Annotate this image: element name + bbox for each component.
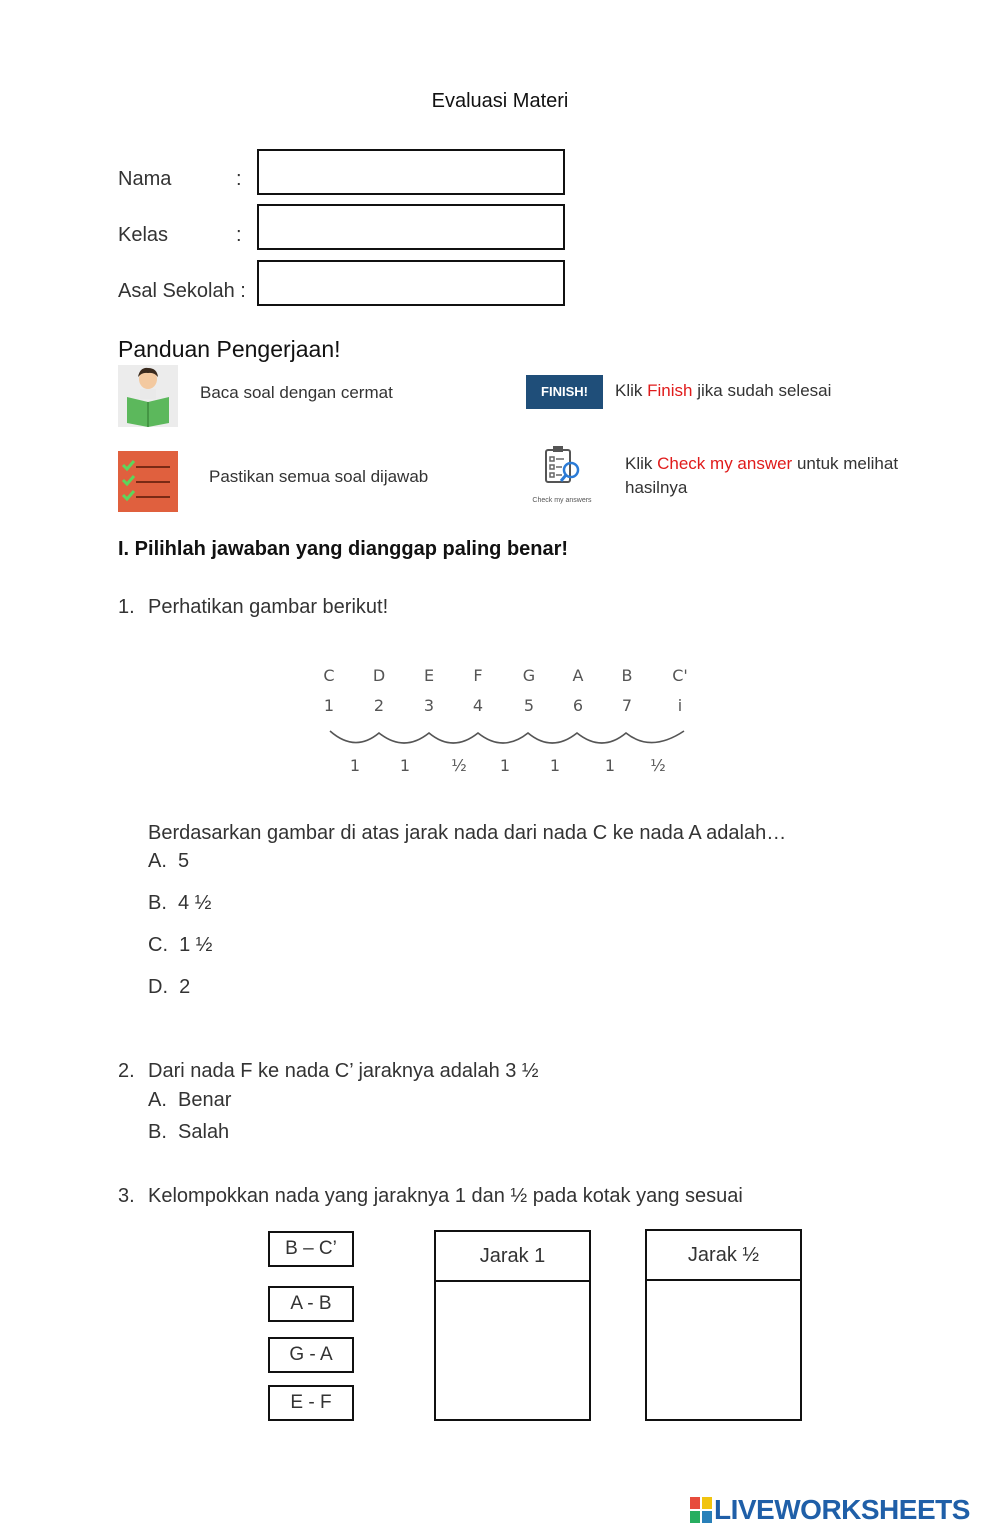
drop-zone-jarak-half-header: Jarak ½ [647,1231,800,1281]
name-field-box[interactable] [257,149,565,195]
diagram-number-0: 1 [323,696,335,715]
diagram-note-2: E [423,666,435,685]
q2-option-b-letter: B. [148,1121,167,1143]
finish-word: Finish [647,381,693,400]
class-field-box[interactable] [257,204,565,250]
diagram-interval-4: 1 [549,756,561,775]
diagram-note-4: G [522,666,536,685]
school-input[interactable] [259,262,563,304]
diagram-number-2: 3 [423,696,435,715]
q1-option-d-letter: D. [148,976,168,998]
drag-item-e-f[interactable]: E - F [268,1385,354,1421]
q2-option-a-text: Benar [178,1089,232,1111]
name-label: Nama [118,168,172,190]
check-pre: Klik [625,454,658,473]
finish-pre: Klik [615,381,648,400]
diagram-number-5: 6 [572,696,584,715]
q1-question: Berdasarkan gambar di atas jarak nada dari nada C ke nada A adalah… [148,822,787,844]
q2-option-a-letter: A. [148,1089,167,1111]
school-label: Asal Sekolah : [118,280,246,302]
guide-check-text [625,452,925,500]
guide-answer-all-text: Pastikan semua soal dijawab [209,467,429,486]
scale-interval-diagram [300,655,720,785]
check-answers-icon [528,444,596,504]
q1-option-b-text: 4 ½ [178,892,212,914]
q3-prompt: Kelompokkan nada yang jaraknya 1 dan ½ pada kotak yang sesuai [148,1185,743,1207]
drop-zone-jarak-half[interactable] [645,1229,802,1421]
drop-zone-jarak-1[interactable] [434,1230,591,1421]
liveworksheets-logo-icon [690,1497,712,1523]
diagram-number-6: 7 [621,696,633,715]
diagram-number-1: 2 [373,696,385,715]
check-line2: hasilnya [625,478,688,497]
diagram-interval-2: ½ [451,756,467,775]
q2-option-a[interactable] [148,1089,231,1112]
q1-prompt: Perhatikan gambar berikut! [148,596,389,618]
school-field-box[interactable] [257,260,565,306]
finish-post: jika sudah selesai [692,381,832,400]
check-post: untuk melihat [792,454,899,473]
class-colon: : [236,224,242,246]
q1-option-d-text: 2 [179,976,191,998]
diagram-note-0: C [323,666,335,685]
class-label: Kelas [118,224,169,246]
q1-option-c[interactable] [148,934,212,957]
interval-arcs [330,731,684,743]
q2-option-b-text: Salah [178,1121,230,1143]
drag-item-g-a[interactable]: G - A [268,1337,354,1373]
liveworksheets-logo-text: LIVEWORKSHEETS [714,1494,970,1525]
q1-option-b-letter: B. [148,892,167,914]
diagram-note-7: C' [672,666,688,685]
guide-read-text: Baca soal dengan cermat [200,383,393,402]
page-title: Evaluasi Materi [431,90,569,112]
finish-badge-icon: FINISH! [526,375,603,409]
q2-number: 2. [118,1060,135,1082]
diagram-number-4: 5 [523,696,535,715]
check-icon-caption: Check my answers [532,497,592,504]
drag-item-b-c[interactable]: B – C’ [268,1231,354,1267]
diagram-number-7: i [677,696,683,715]
liveworksheets-logo [690,1494,970,1526]
guide-finish-text [615,381,831,401]
check-word: Check my answer [657,454,793,473]
diagram-interval-1: 1 [399,756,411,775]
diagram-note-6: B [621,666,633,685]
guide-heading: Panduan Pengerjaan! [118,336,341,362]
checklist-icon [118,451,178,512]
q1-option-b[interactable] [148,892,211,915]
drag-item-a-b[interactable]: A - B [268,1286,354,1322]
q2-prompt: Dari nada F ke nada C’ jaraknya adalah 3 ½ [148,1060,539,1082]
section-title: I. Pilihlah jawaban yang dianggap paling benar! [118,538,569,560]
q1-option-a[interactable] [148,850,189,873]
diagram-interval-0: 1 [349,756,361,775]
q1-option-c-letter: C. [148,934,168,956]
diagram-interval-5: 1 [604,756,616,775]
q2-option-b[interactable] [148,1121,229,1144]
diagram-interval-6: ½ [650,756,666,775]
q1-number: 1. [118,596,135,618]
diagram-note-3: F [473,666,483,685]
reading-person-icon [118,365,178,427]
q1-option-d[interactable] [148,976,190,999]
diagram-note-5: A [572,666,584,685]
diagram-number-3: 4 [472,696,484,715]
diagram-interval-3: 1 [499,756,511,775]
diagram-note-1: D [372,666,386,685]
q1-option-c-text: 1 ½ [179,934,213,956]
drop-zone-jarak-1-header: Jarak 1 [436,1232,589,1282]
name-input[interactable] [259,151,563,193]
class-input[interactable] [259,206,563,248]
q3-number: 3. [118,1185,135,1207]
q1-option-a-text: 5 [178,850,190,872]
q1-option-a-letter: A. [148,850,167,872]
name-colon: : [236,168,242,190]
